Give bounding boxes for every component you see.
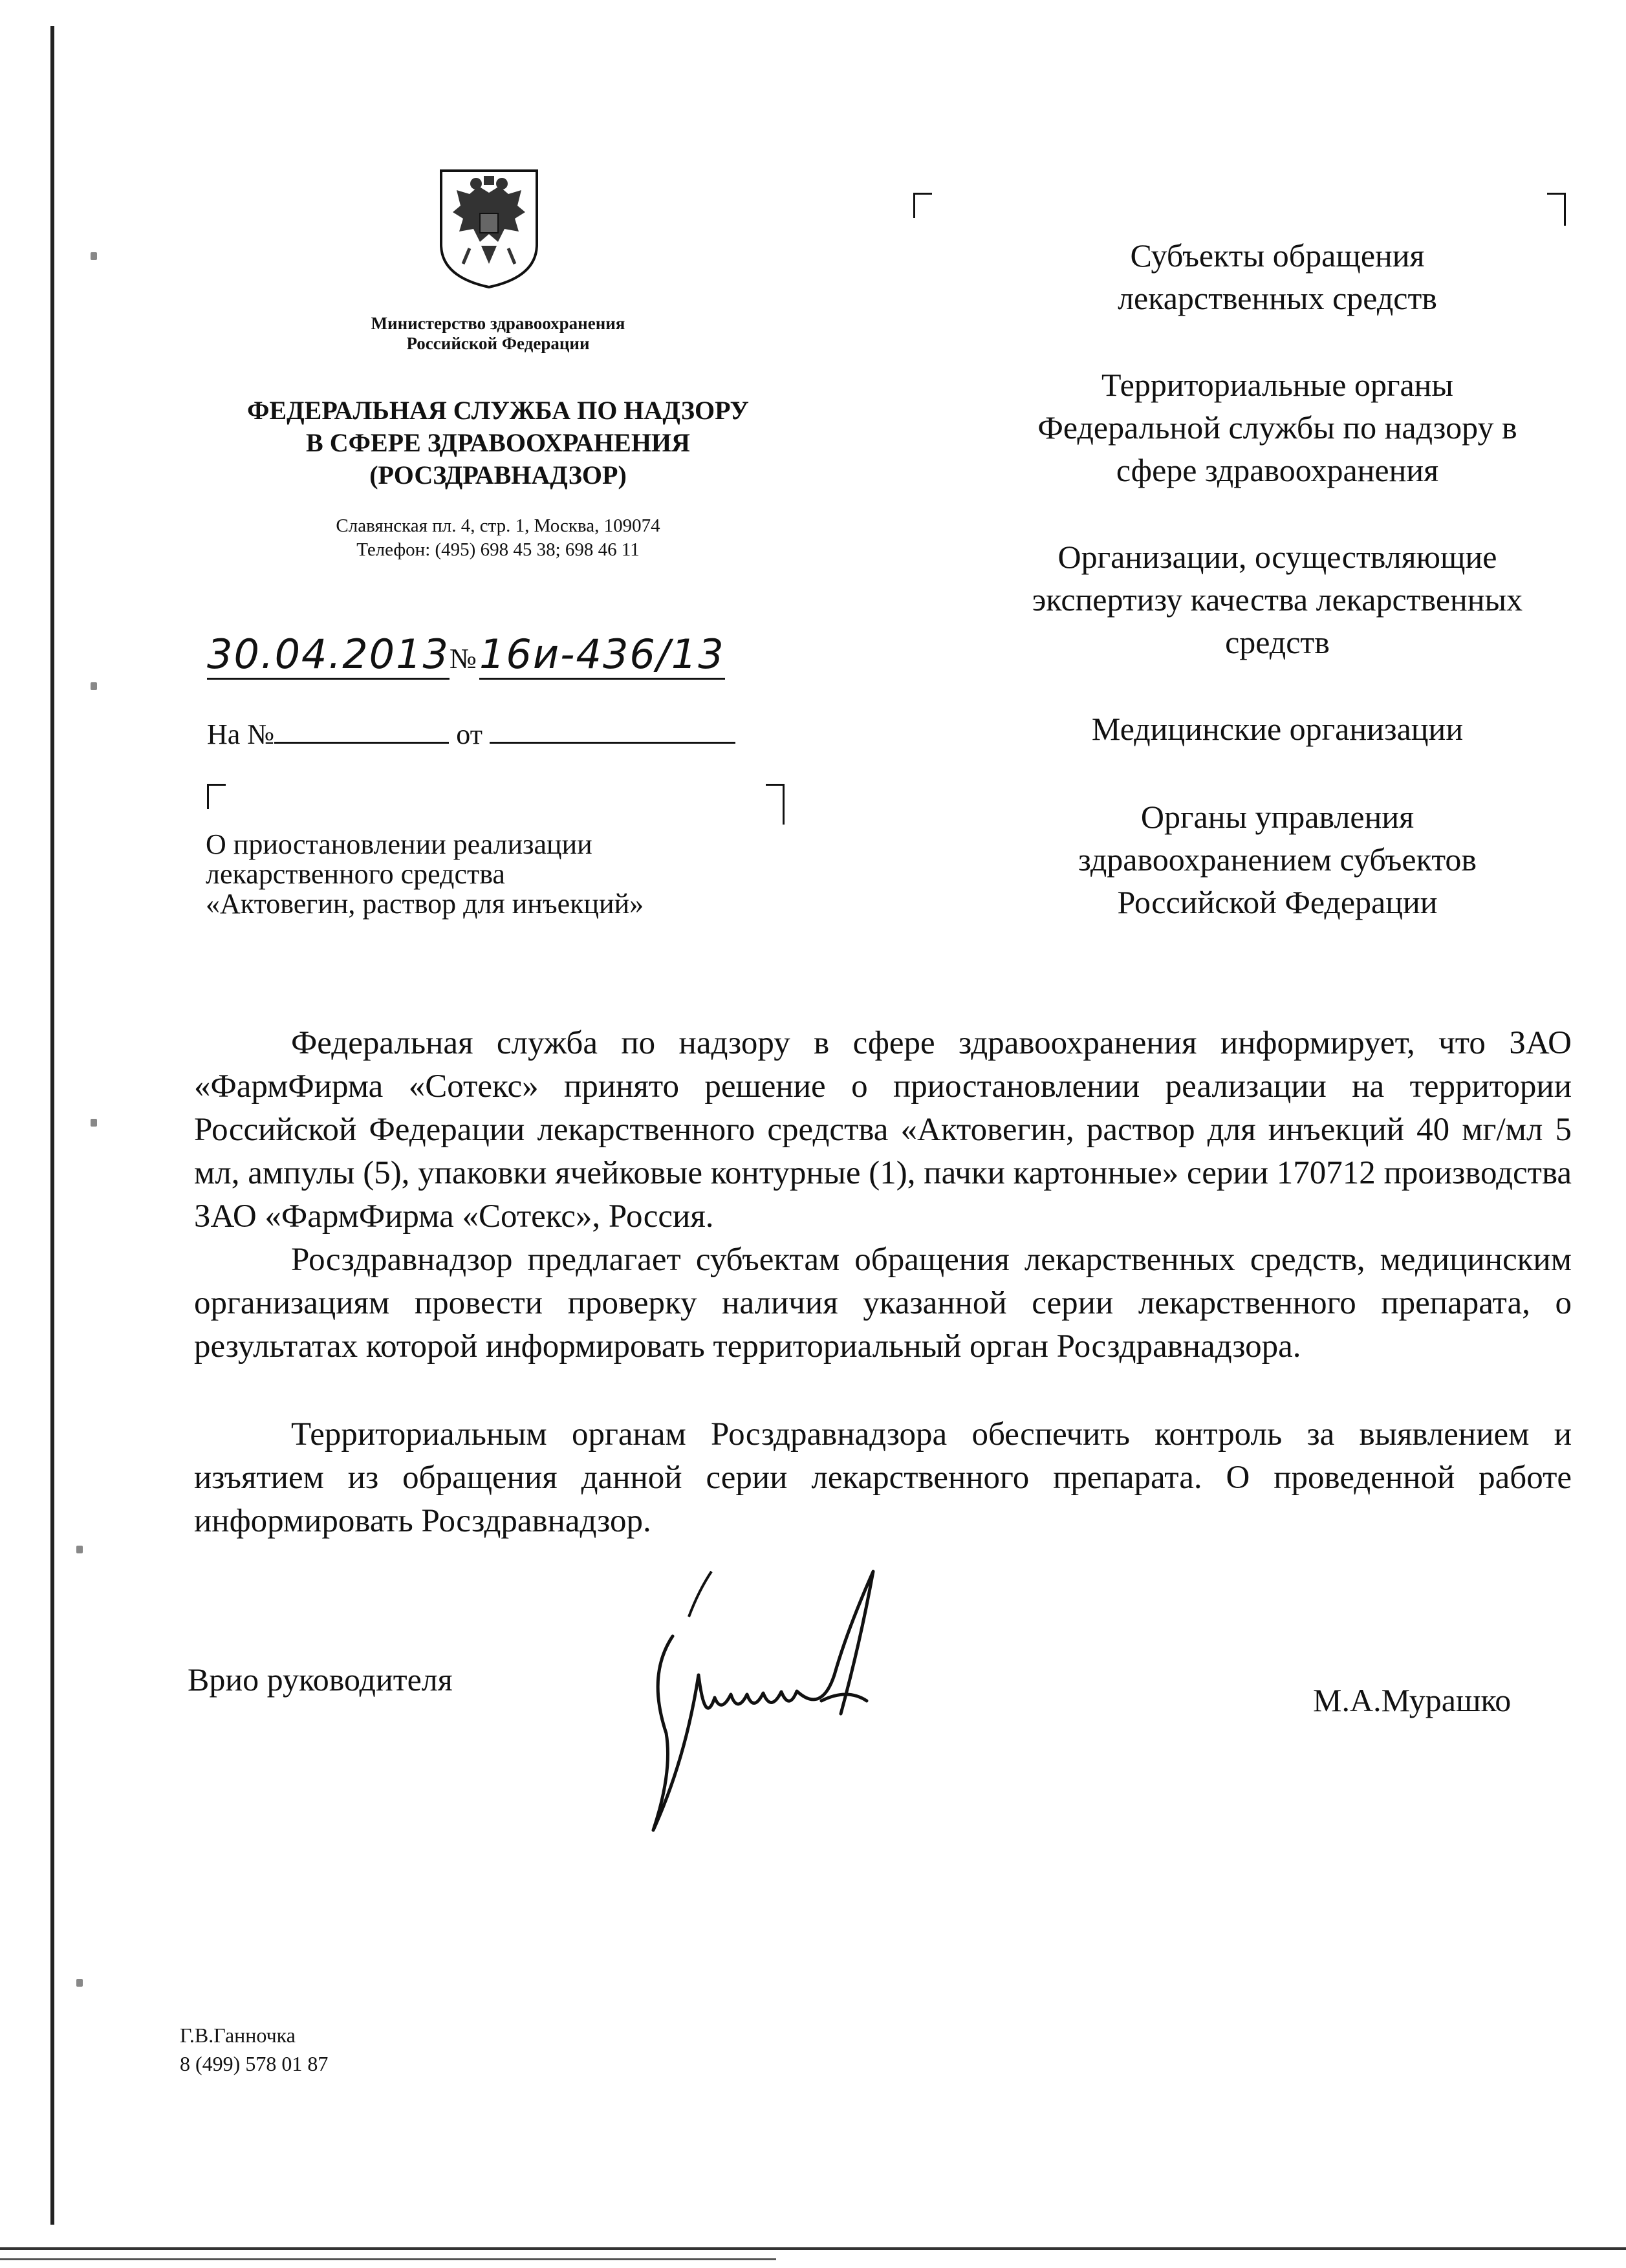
addressee-line: Территориальные органы — [1101, 367, 1454, 403]
coat-of-arms-emblem — [437, 167, 541, 290]
addressee-line: лекарственных средств — [1118, 280, 1437, 316]
registration-number: 16и-436/13 — [479, 631, 725, 680]
subject-corner-mark — [207, 784, 226, 809]
addressee-block — [964, 363, 1591, 491]
agency-line: ФЕДЕРАЛЬНАЯ СЛУЖБА ПО НАДЗОРУ — [247, 396, 749, 425]
subject-line: лекарственного средства — [206, 858, 505, 890]
addressee-block — [964, 234, 1591, 319]
addressee-line: Федеральной службы по надзору в — [1037, 409, 1517, 446]
scan-edge-line — [0, 2258, 776, 2260]
ministry-line: Министерство здравоохранения — [371, 314, 625, 333]
addressee-block — [964, 707, 1591, 750]
scan-edge-line — [50, 26, 54, 2225]
agency-phone: Телефон: (495) 698 45 38; 698 46 11 — [356, 539, 640, 560]
addressee-corner-mark — [1547, 193, 1566, 226]
scan-speck — [91, 682, 97, 690]
addressee-line: Российской Федерации — [1117, 884, 1438, 920]
agency-name — [162, 394, 834, 491]
addressee-block — [964, 795, 1591, 923]
number-sign: № — [450, 643, 477, 675]
addressee-line: сфере здравоохранения — [1116, 452, 1439, 488]
reference-line — [207, 718, 735, 751]
reference-number-blank — [274, 735, 449, 744]
addressee-line: здравоохранением субъектов — [1078, 841, 1477, 878]
registration-line — [207, 631, 725, 678]
scan-speck — [76, 1546, 83, 1553]
reference-date-blank — [490, 735, 735, 744]
addressee-line: Медицинские организации — [1091, 711, 1464, 747]
ministry-line: Российской Федерации — [406, 334, 590, 353]
ministry-name — [272, 314, 724, 354]
subject-line: О приостановлении реализации — [206, 828, 592, 860]
handwritten-signature — [627, 1565, 905, 1837]
executor-phone: 8 (499) 578 01 87 — [180, 2052, 329, 2075]
executor-info — [180, 2021, 328, 2078]
addressee-block — [964, 535, 1591, 664]
signatory-name: М.А.Мурашко — [1313, 1682, 1512, 1718]
body-paragraph: Федеральная служба по надзору в сфере здравоохранения информирует, что ЗАО «ФармФирма «Сотекс» принято решение о приостановлении реализации на территории Российской Федерации лекарственного средства «Актовегин, раствор для инъекций 40 мг/мл 5 мл, ампулы (5), упаковки ячейковые контурные (1), пачки картонные» серии 170712 производства ЗАО «ФармФирма «Сотекс», Россия. — [194, 1025, 1572, 1235]
body-paragraph: Территориальным органам Росздравнадзора обеспечить контроль за выявлением и изъятием из обращения данной серии лекарственного препарата. О проведенной работе информировать Росздравнадзор. — [194, 1416, 1572, 1539]
scan-speck — [76, 1979, 83, 1987]
addressee-line: Организации, осуществляющие — [1057, 539, 1497, 575]
subject-corner-mark — [766, 784, 785, 825]
agency-line: (РОСЗДРАВНАДЗОР) — [369, 460, 627, 490]
scan-speck — [91, 252, 97, 260]
addressee-line: экспертизу качества лекарственных — [1032, 581, 1523, 618]
letter-subject — [206, 830, 852, 919]
reference-number-label: На № — [207, 718, 275, 750]
agency-address: Славянская пл. 4, стр. 1, Москва, 109074 — [336, 515, 660, 536]
addressee-corner-mark — [913, 193, 932, 218]
agency-contacts — [207, 514, 789, 562]
registration-date: 30.04.2013 — [207, 631, 450, 680]
addressee-line: Органы управления — [1140, 799, 1415, 835]
scan-speck — [91, 1119, 97, 1127]
scan-edge-line — [0, 2247, 1626, 2250]
reference-date-label: от — [456, 718, 482, 750]
subject-line: «Актовегин, раствор для инъекций» — [206, 888, 644, 920]
addressee-line: Субъекты обращения — [1130, 237, 1425, 274]
agency-line: В СФЕРЕ ЗДРАВООХРАНЕНИЯ — [306, 428, 690, 457]
body-paragraph: Росздравнадзор предлагает субъектам обращения лекарственных средств, медицинским организациям провести проверку наличия указанной серии лекарственного препарата, о результатах которой информировать территориальный орган Росздравнадзора. — [194, 1242, 1572, 1365]
signatory-title: Врио руководителя — [188, 1661, 453, 1698]
executor-name: Г.В.Ганночка — [180, 2024, 296, 2047]
addressee-line: средств — [1225, 624, 1330, 660]
